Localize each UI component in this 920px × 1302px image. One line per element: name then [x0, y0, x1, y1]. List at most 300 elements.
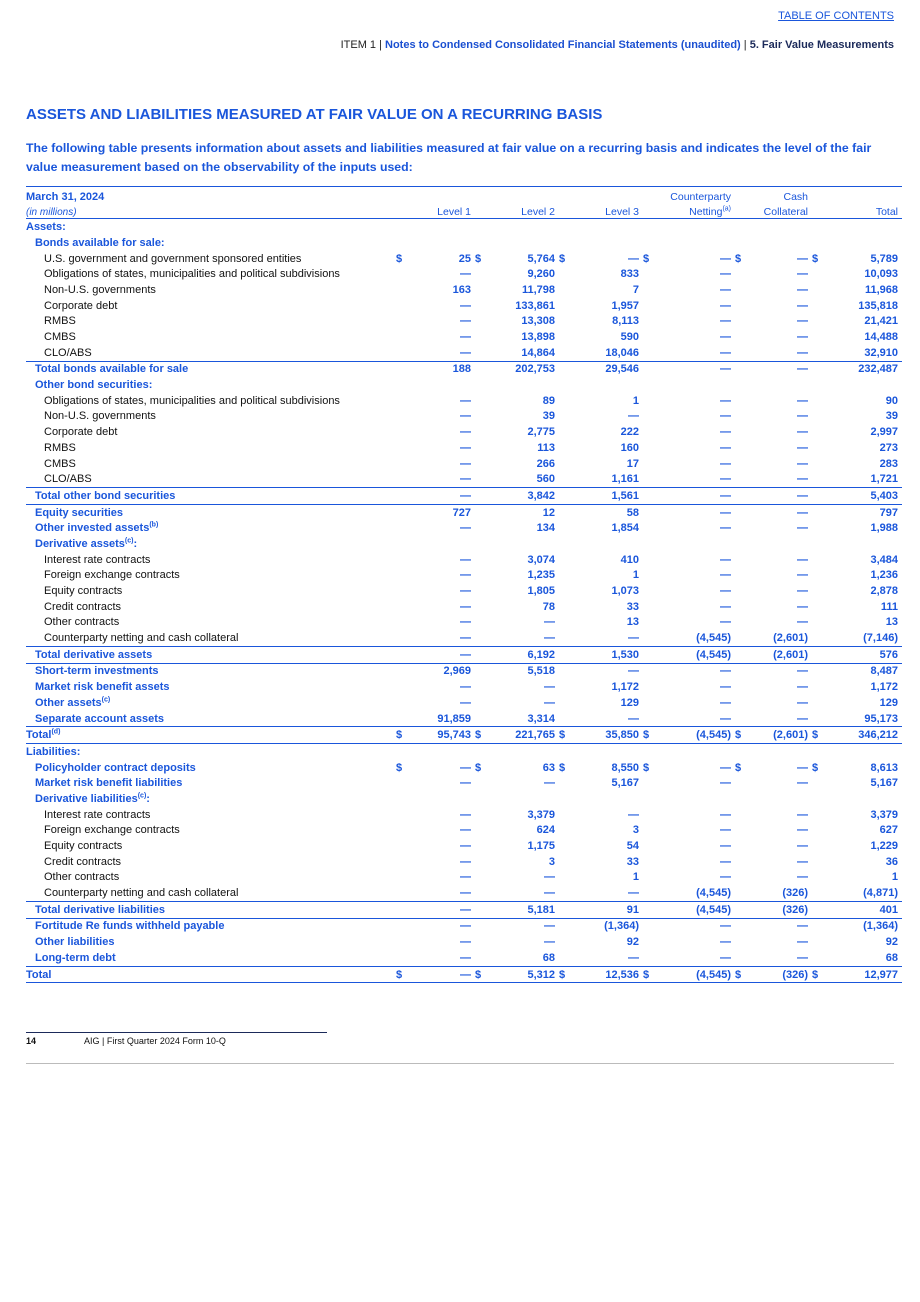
- table-row: [26, 329, 902, 345]
- dollar-sign: [475, 568, 487, 584]
- dollar-sign: [396, 711, 408, 727]
- dollar-sign: [475, 711, 487, 727]
- dollar-sign: [643, 807, 655, 823]
- cell-value: —: [460, 871, 471, 884]
- dollar-sign: [396, 520, 408, 536]
- cell-value: 3,074: [527, 553, 555, 566]
- table-row: [26, 345, 902, 361]
- table-row: [26, 630, 902, 646]
- cell-value: —: [797, 600, 808, 613]
- dollar-sign: [735, 314, 747, 330]
- dollar-sign: [475, 901, 487, 918]
- dollar-sign: [396, 630, 408, 646]
- row-label: Equity contracts: [44, 585, 123, 598]
- dollar-sign: [643, 361, 655, 377]
- dollar-sign: [475, 615, 487, 631]
- cell-value: —: [460, 824, 471, 837]
- cell-value: 232,487: [824, 361, 902, 377]
- cell-value: 1,530: [571, 646, 643, 663]
- dollar-sign: [396, 615, 408, 631]
- dollar-sign: [475, 791, 487, 807]
- dollar-sign: [396, 424, 408, 440]
- dollar-sign: $: [475, 252, 482, 265]
- row-label: Other bond securities:: [35, 379, 153, 392]
- cell-value: [747, 791, 812, 807]
- dollar-sign: $: [643, 966, 655, 983]
- cell-value: [571, 744, 643, 760]
- cell-value: —: [797, 268, 808, 281]
- row-label: Total$^{(d)}$: [26, 727, 396, 744]
- dollar-sign: [735, 377, 747, 393]
- dollar-sign: $: [559, 727, 571, 744]
- cell-value: —: [720, 616, 731, 629]
- dollar-sign: [643, 695, 655, 711]
- cell-value: 29,546: [571, 361, 643, 377]
- table-row: [26, 663, 902, 679]
- dollar-sign: [643, 791, 655, 807]
- dollar-sign: [735, 361, 747, 377]
- dollar-sign: [643, 282, 655, 298]
- col-level1: Level 1: [408, 203, 475, 219]
- dollar-sign: [396, 488, 408, 505]
- cell-value: —: [460, 600, 471, 613]
- dollar-sign: [812, 615, 824, 631]
- dollar-sign: [559, 361, 571, 377]
- cell-value: 8,487: [824, 663, 902, 679]
- dollar-sign: [559, 282, 571, 298]
- table-row: [26, 791, 902, 807]
- cell-value: —: [747, 488, 812, 505]
- dollar-sign: [396, 823, 408, 839]
- table-row: [26, 901, 902, 918]
- dollar-sign: $: [475, 966, 487, 983]
- cell-value: —: [487, 918, 559, 934]
- cell-value: —: [797, 936, 808, 949]
- row-label: Counterparty netting and cash collateral: [44, 632, 239, 645]
- cell-value: —: [747, 504, 812, 520]
- cell-value: 3,484: [870, 553, 898, 566]
- row-label: Credit contracts: [44, 600, 122, 613]
- table-row: [26, 615, 902, 631]
- cell-value: —: [460, 632, 471, 645]
- cell-value: —: [544, 616, 555, 629]
- dollar-sign: [559, 615, 571, 631]
- dollar-sign: [643, 219, 655, 235]
- cell-value: [655, 744, 735, 760]
- dollar-sign: [475, 870, 487, 886]
- intro-paragraph: The following table presents information about assets and liabilities measured at fair value on a recurring basis and indicates the level of the fair value measurement based on the observability of the inputs used:: [26, 141, 872, 174]
- cell-value: —: [460, 268, 471, 281]
- cell-value: 5,167: [870, 777, 898, 790]
- cell-value: 202,753: [487, 361, 559, 377]
- dollar-sign: [475, 838, 487, 854]
- cell-value: 13: [626, 616, 639, 629]
- table-row: [26, 807, 902, 823]
- dollar-sign: [559, 536, 571, 552]
- cell-value: 12,977: [824, 966, 902, 983]
- cell-value: —: [797, 426, 808, 439]
- dollar-sign: [475, 775, 487, 791]
- dollar-sign: [812, 568, 824, 584]
- dollar-sign: [735, 504, 747, 520]
- cell-value: 13,898: [521, 331, 555, 344]
- cell-value: —: [797, 346, 808, 359]
- dollar-sign: [559, 440, 571, 456]
- cell-value: 163: [452, 283, 471, 296]
- dollar-sign: [396, 950, 408, 966]
- cell-value: —: [720, 855, 731, 868]
- dollar-sign: $: [735, 252, 742, 265]
- cell-value: [571, 791, 643, 807]
- dollar-sign: [559, 329, 571, 345]
- dollar-sign: [559, 298, 571, 314]
- dollar-sign: [396, 266, 408, 282]
- row-label: Counterparty netting and cash collateral: [44, 887, 239, 900]
- dollar-sign: [812, 646, 824, 663]
- cell-value: —: [720, 283, 731, 296]
- row-label: Other invested assets$^{(b)}$: [35, 521, 159, 535]
- cell-value: 1,229: [870, 840, 898, 853]
- dollar-sign: [812, 456, 824, 472]
- dollar-sign: [559, 775, 571, 791]
- dollar-sign: [643, 393, 655, 409]
- cell-value: 12,536: [571, 966, 643, 983]
- dollar-sign: [396, 409, 408, 425]
- dollar-sign: [643, 235, 655, 251]
- breadcrumb: [341, 39, 894, 51]
- cell-value: —: [720, 553, 731, 566]
- table-row: [26, 934, 902, 950]
- cell-value: —: [571, 663, 643, 679]
- cell-value: —: [460, 553, 471, 566]
- cell-value: —: [797, 331, 808, 344]
- cell-value: [571, 377, 643, 393]
- dollar-sign: [812, 854, 824, 870]
- cell-value: —: [460, 855, 471, 868]
- table-row: [26, 377, 902, 393]
- cell-value: 9,260: [527, 268, 555, 281]
- dollar-sign: [475, 663, 487, 679]
- table-row: [26, 568, 902, 584]
- dollar-sign: [396, 219, 408, 235]
- dollar-sign: $: [396, 727, 408, 744]
- cell-value: —: [797, 871, 808, 884]
- dollar-sign: [559, 377, 571, 393]
- cell-value: —: [720, 457, 731, 470]
- dollar-sign: [735, 663, 747, 679]
- row-label: Long-term debt: [35, 951, 116, 964]
- cell-value: 13: [885, 616, 898, 629]
- dollar-sign: [735, 630, 747, 646]
- cell-value: —: [628, 887, 639, 900]
- dollar-sign: [475, 393, 487, 409]
- dollar-sign: [475, 823, 487, 839]
- dollar-sign: [475, 361, 487, 377]
- dollar-sign: [643, 488, 655, 505]
- dollar-sign: [475, 488, 487, 505]
- cell-value: —: [460, 569, 471, 582]
- cell-value: —: [720, 410, 731, 423]
- cell-value: —: [720, 346, 731, 359]
- dollar-sign: [812, 282, 824, 298]
- row-label: Separate account assets: [35, 712, 165, 725]
- cell-value: —: [720, 394, 731, 407]
- dollar-sign: [475, 266, 487, 282]
- cell-value: —: [460, 808, 471, 821]
- dollar-sign: [475, 219, 487, 235]
- cell-value: —: [460, 426, 471, 439]
- cell-value: 5,764: [527, 252, 555, 265]
- cell-value: 590: [620, 331, 639, 344]
- dollar-sign: [559, 791, 571, 807]
- dollar-sign: [396, 775, 408, 791]
- dollar-sign: [735, 885, 747, 901]
- dollar-sign: [735, 775, 747, 791]
- cell-value: —: [460, 696, 471, 709]
- row-label: Derivative assets$^{(c)}$:: [35, 537, 138, 550]
- row-label: Foreign exchange contracts: [44, 824, 180, 837]
- cell-value: 3,379: [870, 808, 898, 821]
- dollar-sign: [812, 235, 824, 251]
- cell-value: 91: [571, 901, 643, 918]
- cell-value: —: [797, 712, 808, 725]
- cell-value: 63: [542, 761, 555, 774]
- cell-value: 221,765: [487, 727, 559, 744]
- row-label: Total: [26, 966, 396, 983]
- table-row: [26, 695, 902, 711]
- cell-value: —: [408, 646, 475, 663]
- dollar-sign: [812, 695, 824, 711]
- dollar-sign: [559, 663, 571, 679]
- cell-value: [655, 377, 735, 393]
- cell-value: [487, 377, 559, 393]
- cell-value: [747, 219, 812, 235]
- cell-value: 1,957: [611, 299, 639, 312]
- cell-value: [487, 219, 559, 235]
- cell-value: [408, 377, 475, 393]
- cell-value: —: [797, 522, 808, 535]
- dollar-sign: [475, 329, 487, 345]
- dollar-sign: [396, 504, 408, 520]
- dollar-sign: [396, 918, 408, 934]
- cell-value: 576: [824, 646, 902, 663]
- cell-value: 266: [536, 457, 555, 470]
- dollar-sign: [812, 870, 824, 886]
- dollar-sign: $: [643, 761, 650, 774]
- dollar-sign: [643, 409, 655, 425]
- row-label: Total bonds available for sale: [26, 361, 396, 377]
- dollar-sign: [559, 409, 571, 425]
- cell-value: 3: [548, 855, 555, 868]
- cell-value: —: [460, 681, 471, 694]
- cell-value: —: [720, 871, 731, 884]
- dollar-sign: [475, 282, 487, 298]
- cell-value: —: [797, 569, 808, 582]
- cell-value: —: [720, 299, 731, 312]
- breadcrumb-separator: |: [376, 39, 386, 51]
- dollar-sign: [643, 615, 655, 631]
- cell-value: [655, 219, 735, 235]
- dollar-sign: $: [812, 761, 819, 774]
- cell-value: 188: [408, 361, 475, 377]
- dollar-sign: [812, 393, 824, 409]
- dollar-sign: [559, 807, 571, 823]
- cell-value: —: [460, 522, 471, 535]
- row-label: Assets:: [26, 221, 66, 234]
- cell-value: —: [797, 299, 808, 312]
- row-label: Market risk benefit assets: [35, 681, 170, 694]
- row-label: Bonds available for sale:: [35, 236, 165, 249]
- dollar-sign: [559, 854, 571, 870]
- dollar-sign: [812, 583, 824, 599]
- cell-value: —: [797, 808, 808, 821]
- cell-value: 14,864: [521, 346, 555, 359]
- cell-value: —: [720, 824, 731, 837]
- breadcrumb-section: 5. Fair Value Measurements: [749, 39, 894, 51]
- table-row: [26, 424, 902, 440]
- cell-value: —: [460, 585, 471, 598]
- cell-value: [824, 219, 902, 235]
- dollar-sign: [396, 791, 408, 807]
- cell-value: —: [460, 346, 471, 359]
- dollar-sign: [475, 918, 487, 934]
- dollar-sign: [735, 615, 747, 631]
- cell-value: [487, 744, 559, 760]
- cell-value: 1,561: [571, 488, 643, 505]
- cell-value: —: [544, 632, 555, 645]
- dollar-sign: $: [643, 252, 650, 265]
- cell-value: —: [720, 777, 731, 790]
- dollar-sign: [735, 520, 747, 536]
- dollar-sign: [812, 901, 824, 918]
- row-label: Fortitude Re funds withheld payable: [26, 918, 396, 934]
- dollar-sign: [735, 695, 747, 711]
- cell-value: [824, 791, 902, 807]
- dollar-sign: [396, 393, 408, 409]
- dollar-sign: $: [475, 727, 487, 744]
- cell-value: [487, 235, 559, 251]
- cell-value: 36: [885, 855, 898, 868]
- bottom-divider: [26, 1063, 894, 1064]
- cell-value: —: [720, 473, 731, 486]
- table-of-contents-link[interactable]: TABLE OF CONTENTS: [778, 10, 894, 22]
- table-row: [26, 471, 902, 487]
- table-row: [26, 314, 902, 330]
- dollar-sign: [475, 424, 487, 440]
- cell-value: —: [720, 441, 731, 454]
- cell-value: [655, 536, 735, 552]
- dollar-sign: [643, 471, 655, 487]
- cell-value: —: [720, 585, 731, 598]
- cell-value: (4,545): [655, 901, 735, 918]
- dollar-sign: [643, 599, 655, 615]
- dollar-sign: [396, 456, 408, 472]
- cell-value: —: [797, 840, 808, 853]
- dollar-sign: [559, 744, 571, 760]
- cell-value: 5,167: [611, 777, 639, 790]
- dollar-sign: [475, 345, 487, 361]
- table-row: [26, 727, 902, 744]
- dollar-sign: [396, 536, 408, 552]
- dollar-sign: [475, 934, 487, 950]
- cell-value: 6,192: [487, 646, 559, 663]
- dollar-sign: [735, 329, 747, 345]
- cell-value: 33: [626, 600, 639, 613]
- cell-value: 91,859: [437, 712, 471, 725]
- dollar-sign: [643, 838, 655, 854]
- cell-value: 129: [879, 696, 898, 709]
- cell-value: —: [628, 410, 639, 423]
- dollar-sign: [735, 345, 747, 361]
- cell-value: [747, 235, 812, 251]
- cell-value: (4,545): [655, 966, 735, 983]
- dollar-sign: [643, 823, 655, 839]
- cell-value: 21,421: [864, 315, 898, 328]
- table-row: [26, 918, 902, 934]
- table-row: [26, 488, 902, 505]
- row-label: Corporate debt: [44, 426, 118, 439]
- page-number: 14: [26, 1036, 37, 1046]
- dollar-sign: [643, 711, 655, 727]
- dollar-sign: [475, 695, 487, 711]
- cell-value: 222: [620, 426, 639, 439]
- cell-value: —: [720, 936, 731, 949]
- dollar-sign: [643, 744, 655, 760]
- dollar-sign: [643, 456, 655, 472]
- row-label: Total other bond securities: [26, 488, 396, 505]
- dollar-sign: [559, 456, 571, 472]
- dollar-sign: [396, 345, 408, 361]
- dollar-sign: [812, 599, 824, 615]
- cell-value: [408, 791, 475, 807]
- cell-value: [824, 377, 902, 393]
- cell-value: 89: [542, 394, 555, 407]
- dollar-sign: [735, 393, 747, 409]
- dollar-sign: $: [396, 966, 408, 983]
- dollar-sign: [812, 775, 824, 791]
- cell-value: —: [460, 777, 471, 790]
- cell-value: 78: [542, 600, 555, 613]
- dollar-sign: $: [812, 727, 824, 744]
- cell-value: [747, 377, 812, 393]
- dollar-sign: $: [559, 761, 566, 774]
- dollar-sign: $: [812, 252, 819, 265]
- table-row: [26, 744, 902, 760]
- cell-value: 1: [632, 871, 639, 884]
- dollar-sign: [559, 823, 571, 839]
- cell-value: 2,878: [870, 585, 898, 598]
- cell-value: 7: [632, 283, 639, 296]
- cell-value: —: [460, 936, 471, 949]
- dollar-sign: [643, 775, 655, 791]
- table-row: [26, 760, 902, 776]
- dollar-sign: [735, 646, 747, 663]
- cell-value: (326): [782, 887, 808, 900]
- cell-value: [824, 536, 902, 552]
- dollar-sign: [812, 918, 824, 934]
- dollar-sign: [812, 934, 824, 950]
- dollar-sign: [643, 950, 655, 966]
- dollar-sign: [559, 568, 571, 584]
- cell-value: —: [408, 901, 475, 918]
- dollar-sign: [812, 314, 824, 330]
- dollar-sign: [396, 599, 408, 615]
- cell-value: —: [460, 840, 471, 853]
- dollar-sign: [475, 235, 487, 251]
- dollar-sign: [735, 679, 747, 695]
- cell-value: —: [655, 504, 735, 520]
- dollar-sign: [735, 807, 747, 823]
